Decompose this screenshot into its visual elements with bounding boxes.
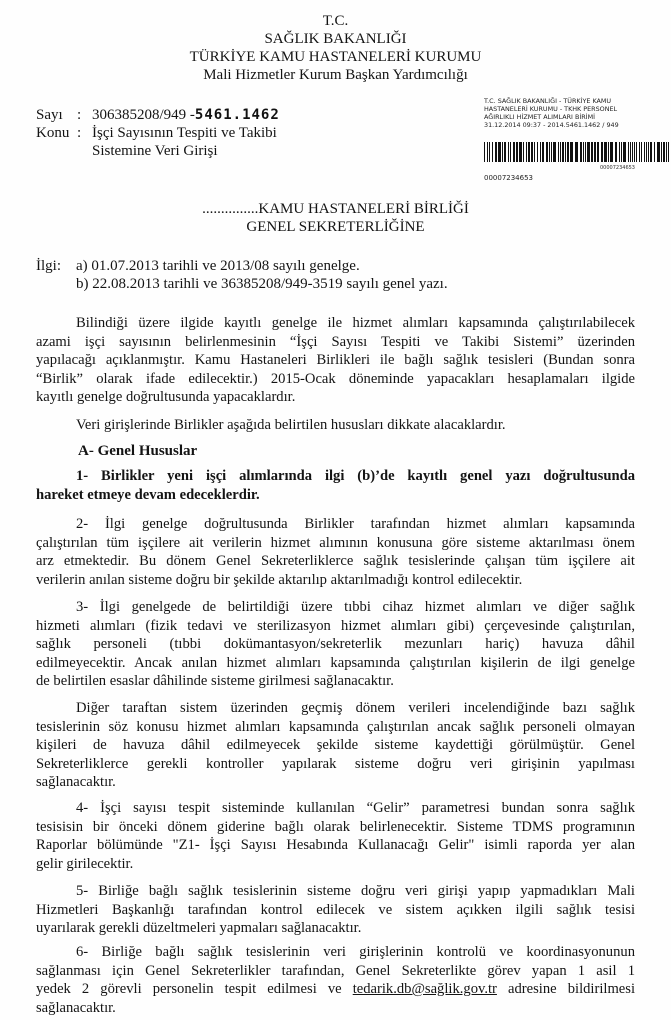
- diger-line: tesislerinin söz konusu hizmet alımları kapsamında çalıştırılan ancak sağlık personeli olmayan: [36, 718, 635, 735]
- barcode-bar: [558, 142, 559, 162]
- sayi-value: [92, 107, 280, 124]
- intro-line: Bilindiği üzere ilgide kayıtlı genelge ile hizmet alımları kapsamında çalıştırılabilecek: [76, 315, 635, 331]
- registry-stamp: [484, 97, 670, 129]
- barcode-bar: [632, 142, 633, 162]
- item4-line: 4- İşçi sayısı tespit sisteminde kullanılan “Gelir” parametresi bundan sonra sağlık: [76, 800, 635, 816]
- paragraph-intro: [36, 314, 635, 407]
- barcode-bar: [562, 142, 564, 162]
- barcode-bar: [551, 142, 552, 162]
- barcode-bar: [587, 142, 590, 162]
- item5-line: Hizmetleri Başkanlığı tarafından kontrol edilecek ve sistem açıkken ilgili sağlık tesisi: [36, 901, 635, 918]
- item-1: [36, 467, 635, 504]
- konu-label: Konu: [36, 125, 70, 141]
- item3-line: de belirtilen esaslar dâhilinde sisteme girilmesi sağlanacaktır.: [36, 673, 394, 689]
- stamp-line4: 31.12.2014 09:37 - 2014.5461.1462 / 949: [484, 121, 619, 129]
- header-tc: T.C.: [322, 13, 349, 29]
- barcode-bar: [591, 142, 593, 162]
- konu-line2: Sistemine Veri Girişi: [92, 143, 218, 159]
- item5-line: 5- Birliğe bağlı sağlık tesislerinin sisteme doğru veri girişi yapıp yapmadıkları Mali: [76, 883, 635, 899]
- barcode-bar: [580, 142, 582, 162]
- barcode-bar: [519, 142, 522, 162]
- barcode-bar: [502, 142, 503, 162]
- barcode-bar: [623, 142, 626, 162]
- barcode-bar: [636, 142, 637, 162]
- barcode-bar: [567, 142, 569, 162]
- barcode-bar: [654, 142, 655, 162]
- diger-line: Sekreterliklerce gerekli kontroller yapılarak sisteme doğru veri girişinin yapılması: [36, 755, 635, 772]
- item6-line: sağlanması için Genel Sekreterlikler tarafından, Genel Sekreterlikte görev yapan 1 asil 1: [36, 962, 635, 979]
- item3-line: 3- İlgi genelgede de belirtildiği üzere tıbbi cihaz hizmet alımları ve diğer sağlık: [76, 599, 635, 615]
- diger-line: Diğer taraftan sistem üzerinden geçmiş dönem verileri incelendiğinde bazı sağlık: [76, 700, 635, 716]
- barcode-bar: [648, 142, 649, 162]
- barcode-bar: [487, 142, 488, 162]
- email-link[interactable]: tedarik.db@sağlik.gov.tr: [352, 981, 497, 997]
- konu-line1: İşçi Sayısının Tespiti ve Takibi: [92, 125, 277, 141]
- item6-line: yedek 2 görevli personelin tespit edilmesi ve: [36, 981, 342, 997]
- sayi-number: 306385208/949 -: [92, 107, 195, 123]
- ilgi-label: İlgi:: [36, 258, 61, 274]
- barcode-bar: [646, 142, 647, 162]
- item4-line: gelir girilecektir.: [36, 855, 134, 872]
- diger-line: kişileri de havuza dâhil edilmeyecek şekilde sisteme kaydettiği görülmüştür. Genel: [36, 737, 635, 753]
- item1-line: hareket etmeye devam edeceklerdir.: [36, 486, 260, 503]
- barcode-bar: [650, 142, 652, 162]
- barcode-bar: [641, 142, 642, 162]
- barcode-bar: [585, 142, 586, 162]
- barcode-bar: [542, 142, 544, 162]
- item6-line: sağlanacaktır.: [36, 999, 116, 1016]
- barcode-bar: [639, 142, 640, 162]
- barcode-bar: [594, 142, 596, 162]
- stamp-line3: AĞIRLIKLI HİZMET ALIMLARI BİRİMİ: [484, 113, 595, 121]
- barcode-bar: [597, 142, 599, 162]
- barcode-bar: [630, 142, 631, 162]
- barcode-bar: [531, 142, 533, 162]
- barcode-bar: [523, 142, 524, 162]
- barcode-bar: [537, 142, 538, 162]
- konu-separator: :: [77, 125, 82, 141]
- item3-line: sağlık personeli (tıbbi dokümantasyon/sekreterlik mezunları hariç) havuza dâhil: [36, 636, 635, 652]
- barcode-bar: [528, 142, 530, 162]
- item2-line: arz etmektedir. Bu dönem Genel Sekreterliklerce sağlık tesislerinde çalışan tüm işçilere ait: [36, 553, 635, 569]
- barcode-bar: [621, 142, 622, 162]
- barcode-bar: [560, 142, 561, 162]
- barcode-bar: [504, 142, 506, 162]
- barcode-bar: [619, 142, 620, 162]
- item5-line: uyarılarak gerekli düzeltmeleri yapmaları sağlanacaktır.: [36, 920, 362, 936]
- barcode-bar: [508, 142, 509, 162]
- ilgi-a: a) 01.07.2013 tarihli ve 2013/08 sayılı genelge.: [76, 258, 360, 274]
- ilgi-b: b) 22.08.2013 tarihli ve 36385208/949-3519 sayılı genel yazı.: [76, 276, 448, 292]
- paragraph-diger: [36, 699, 635, 792]
- item-4: [36, 799, 635, 873]
- stamp-line2: HASTANELERİ KURUMU - TKHK PERSONEL: [484, 105, 618, 113]
- diger-line: sağlanacaktır.: [36, 774, 116, 790]
- barcode-bar: [510, 142, 511, 162]
- item6-line: 6- Birliğe bağlı sağlık tesislerinin veri girişlerinin kontrolü ve koordinasyonunun: [76, 944, 635, 960]
- barcode-bar: [534, 142, 535, 162]
- barcode-bar: [668, 142, 669, 162]
- intro-line: azami işçi sayısının belirlenmesinin “İşçi Sayısı Tespiti ve Takibi Sistemi” üzerinden: [36, 333, 635, 350]
- barcode-bar: [484, 142, 485, 162]
- item2-line: çalıştırılan tüm işçilere ait verilerin hizmet alımının konusuna göre sisteme aktarılması önem: [36, 534, 635, 551]
- barcode-bar: [526, 142, 527, 162]
- item2-line: verilerin anılan sisteme doğru bir şekilde aktarılıp aktarılmadığı kontrol edilecektir.: [36, 571, 523, 588]
- barcode-bar: [489, 142, 490, 162]
- barcode-bar: [553, 142, 556, 162]
- barcode-bar: [495, 142, 497, 162]
- barcode-bar: [608, 142, 609, 162]
- barcode-number: 00007234653: [484, 174, 533, 182]
- barcode-bar: [549, 142, 550, 162]
- veri-line: Veri girişlerinde Birlikler aşağıda belirtilen hususları dikkate alacaklardır.: [76, 417, 506, 433]
- addressee-line2: GENEL SEKRETERLİĞİNE: [246, 219, 425, 235]
- sayi-handwritten-number: 5461.1462: [194, 107, 280, 123]
- barcode-bar: [615, 142, 617, 162]
- item4-line: Raporlar bölümünde "Z1- İşçi Sayısı Hesabında Kullanacağı Gelir" isimli raporda yer alan: [36, 837, 635, 853]
- addressee-line1: ...............KAMU HASTANELERİ BİRLİĞİ: [202, 201, 469, 217]
- header-ministry: SAĞLIK BAKANLIĞI: [264, 31, 407, 47]
- barcode-bar: [492, 142, 493, 162]
- barcode-bar: [601, 142, 603, 162]
- intro-line: “Birlik” olarak ifade edilecektir.) 2015-Ocak döneminde yapacakları hesaplamaları ilgide: [36, 370, 635, 387]
- sayi-separator: :: [77, 107, 82, 123]
- barcode-bar: [498, 142, 501, 162]
- barcode-bar: [516, 142, 518, 162]
- intro-line: kayıtlı genelge doğrultusunda yapacaklardır.: [36, 389, 296, 405]
- barcode-bar: [663, 142, 665, 162]
- item3-line: edilmeyecektir. Ancak anılan hizmet alımları kapsamında çalıştırılan kişilerin de ilgi genelge: [36, 654, 635, 671]
- barcode-bar: [657, 142, 660, 162]
- intro-line: yapılacağı açıklanmıştır. Kamu Hastaneleri Birlikleri ile bağlı sağlık tesisleri (Bundan sonra: [36, 352, 635, 368]
- barcode-bar: [666, 142, 667, 162]
- section-a-heading: A- Genel Hususlar: [78, 443, 198, 459]
- barcode-bar: [628, 142, 629, 162]
- barcode-bar: [570, 142, 573, 162]
- barcode-small-number: 00007234653: [600, 165, 635, 171]
- item-3: [36, 598, 635, 691]
- item-5: [36, 882, 635, 938]
- sayi-label: Sayı: [36, 107, 63, 123]
- item-6: [36, 943, 635, 1017]
- header-institution: TÜRKİYE KAMU HASTANELERİ KURUMU: [189, 49, 482, 65]
- barcode-bar: [575, 142, 578, 162]
- item1-line: 1- Birlikler yeni işçi alımlarında ilgi (b)’de kayıtlı genel yazı doğrultusunda: [76, 468, 635, 484]
- header-department: Mali Hizmetler Kurum Başkan Yardımcılığı: [203, 67, 468, 83]
- barcode-bar: [644, 142, 645, 162]
- barcode-bar: [604, 142, 607, 162]
- item2-line: 2- İlgi genelge doğrultusunda Birlikler tarafından hizmet alımları kapsamında: [76, 516, 635, 532]
- barcode-bar: [610, 142, 613, 162]
- barcode-bar: [565, 142, 566, 162]
- barcode-bar: [513, 142, 515, 162]
- item3-line: hizmeti alımları (fizik tedavi ve sterilizasyon hizmet alımları gibi) çerçevesinde çalıştırılan,: [36, 617, 635, 634]
- paragraph-veri: [36, 416, 635, 435]
- item-2: [36, 515, 635, 589]
- barcode-bar: [540, 142, 541, 162]
- stamp-line1: T.C. SAĞLIK BAKANLIĞI - TÜRKİYE KAMU: [484, 97, 612, 105]
- item4-line: tesisisin bir önceki dönem giderine bağlı olarak belirlenecektir. Sisteme TDMS programının: [36, 818, 635, 835]
- barcode-bar: [634, 142, 635, 162]
- barcode: [484, 142, 670, 162]
- barcode-bar: [546, 142, 548, 162]
- barcode-bar: [583, 142, 584, 162]
- item6-line: adresine bildirilmesi: [508, 981, 636, 997]
- barcode-bar: [661, 142, 662, 162]
